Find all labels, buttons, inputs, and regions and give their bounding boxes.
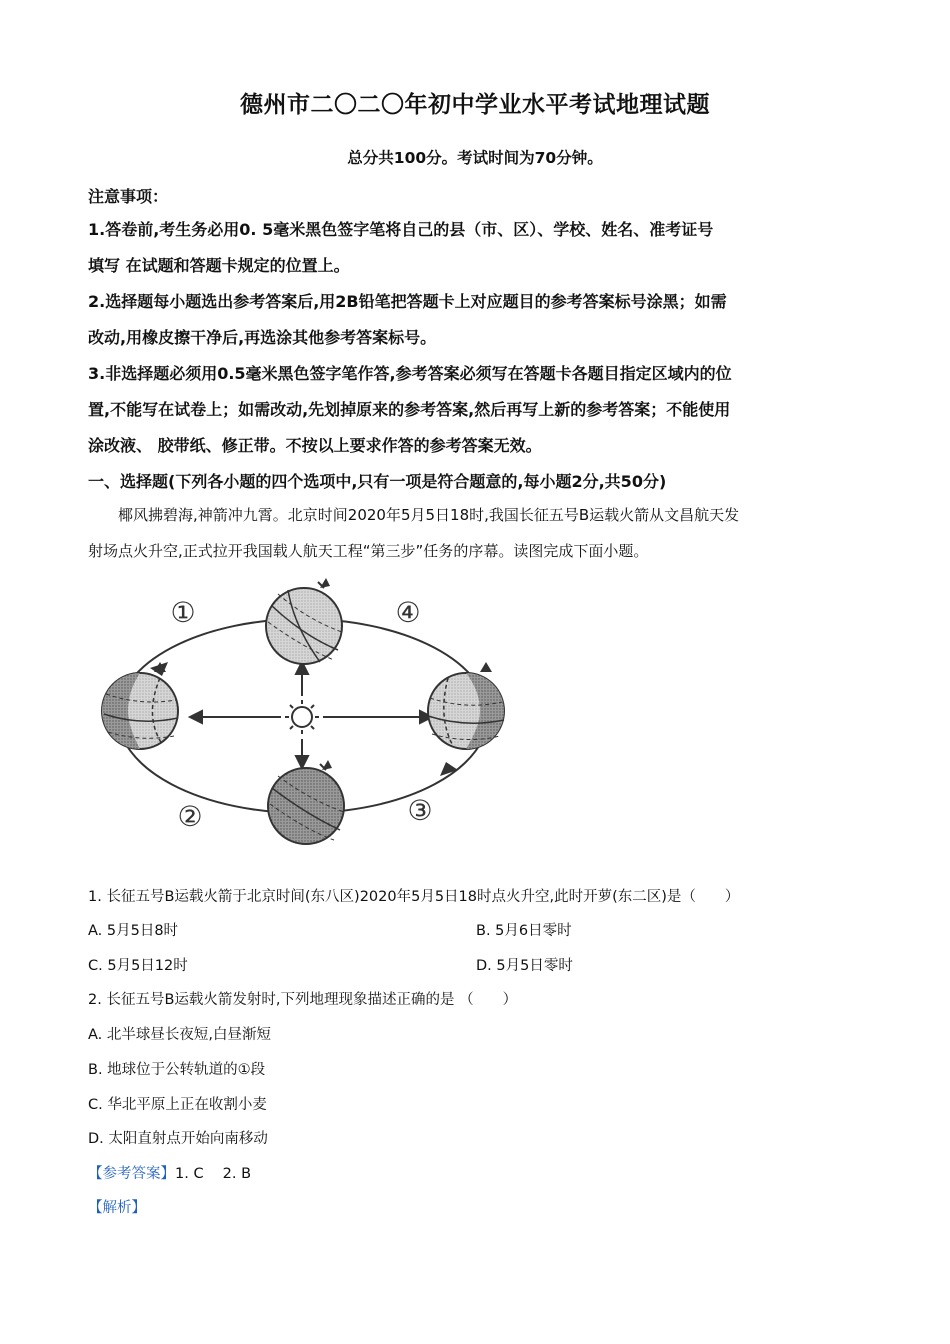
notice-heading: 注意事项： (88, 187, 169, 206)
exam-info: 总分共100分。考试时间为70分钟。 (347, 149, 603, 167)
earth-bottom-icon (268, 760, 344, 844)
q2-option-b[interactable]: B. 地球位于公转轨道的①段 (88, 1062, 266, 1078)
passage-line-1: 椰风拂碧海,神箭冲九霄。北京时间2020年5月5日18时,我国长征五号B运载火箭从文昌航天发 (118, 506, 740, 524)
notice-line-2: 填写 在试题和答题卡规定的位置上。 (88, 256, 350, 275)
q1-option-a[interactable]: A. 5月5日8时 (88, 923, 179, 939)
answer-line (88, 1162, 251, 1183)
q1-option-d[interactable]: D. 5月5日零时 (476, 958, 573, 974)
notice-line-4: 改动,用橡皮擦干净后,再选涂其他参考答案标号。 (88, 328, 437, 347)
analysis-tag: 【解析】 (88, 1200, 146, 1216)
section-heading: 一、选择题(下列各小题的四个选项中,只有一项是符合题意的,每小题2分,共50分) (88, 472, 667, 491)
label-4: ④ (395, 596, 421, 629)
notice-line-5: 3.非选择题必须用0.5毫米黑色签字笔作答,参考答案必须写在答题卡各题目指定区域内的位 (88, 364, 732, 383)
page-title: 德州市二〇二〇年初中学业水平考试地理试题 (240, 92, 710, 118)
q1-option-c[interactable]: C. 5月5日12时 (88, 958, 188, 974)
earth-left-icon (102, 662, 178, 749)
q2-option-c[interactable]: C. 华北平原上正在收割小麦 (88, 1097, 267, 1113)
q2-option-a[interactable]: A. 北半球昼长夜短,白昼渐短 (88, 1027, 271, 1043)
q2-option-d[interactable]: D. 太阳直射点开始向南移动 (88, 1131, 268, 1147)
passage-line-2: 射场点火升空,正式拉开我国载人航天工程“第三步”任务的序幕。读图完成下面小题。 (88, 542, 649, 560)
notice-line-7: 涂改液、 胶带纸、修正带。不按以上要求作答的参考答案无效。 (88, 436, 542, 455)
earth-right-icon (428, 662, 504, 749)
notice-line-1: 1.答卷前,考生务必用0. 5毫米黑色签字笔将自己的县（市、区）、学校、姓名、准考证号 (88, 220, 714, 239)
question-1-stem: 1. 长征五号B运载火箭于北京时间(东八区)2020年5月5日18时点火升空,此时开萝(东二区)是（ ） (88, 889, 740, 905)
question-2-stem: 2. 长征五号B运载火箭发射时,下列地理现象描述正确的是 （ ） (88, 992, 518, 1008)
label-1: ① (170, 596, 196, 629)
answer-value: 1. C 2. B (175, 1166, 252, 1182)
earth-top-icon (266, 578, 342, 664)
earth-orbit-figure (88, 576, 528, 856)
sun-icon (285, 700, 319, 734)
orbit-arrow-right (440, 762, 458, 776)
answer-tag: 【参考答案】 (88, 1166, 175, 1182)
notice-line-6: 置,不能写在试卷上；如需改动,先划掉原来的参考答案,然后再写上新的参考答案；不能使用 (88, 400, 731, 419)
notice-line-3: 2.选择题每小题选出参考答案后,用2B铅笔把答题卡上对应题目的参考答案标号涂黑；如需 (88, 292, 727, 311)
q1-option-b[interactable]: B. 5月6日零时 (476, 923, 572, 939)
label-3: ③ (407, 794, 433, 827)
label-2: ② (177, 800, 203, 833)
